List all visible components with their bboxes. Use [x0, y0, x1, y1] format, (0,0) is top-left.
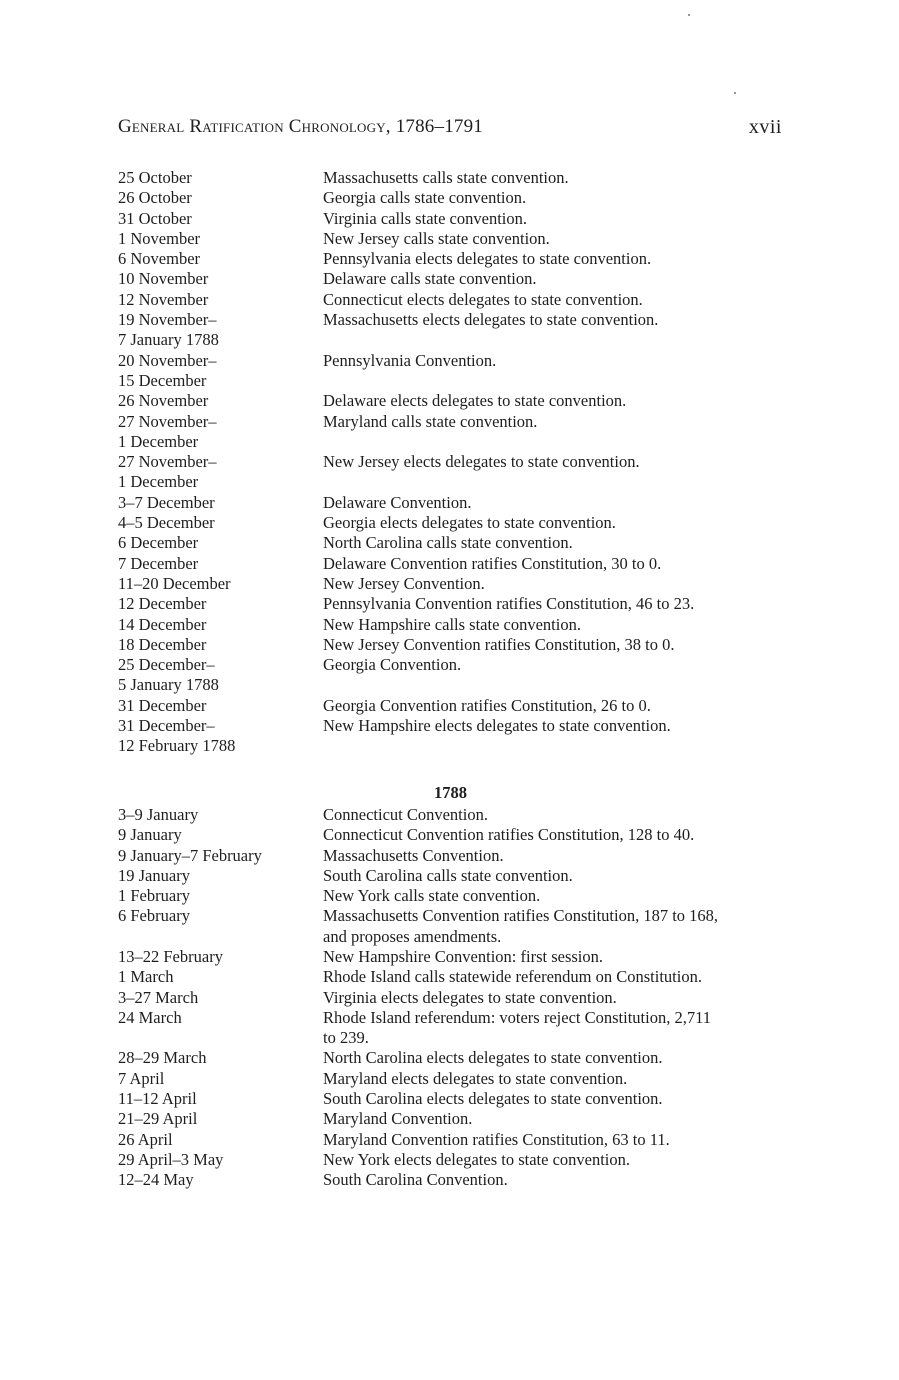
entry-date: 9 January–7 February: [118, 845, 262, 865]
entry-date: 3–9 January: [118, 804, 199, 824]
entry-date: 28–29 March: [118, 1048, 207, 1068]
chronology-entry: [118, 351, 798, 392]
chronology-entry: [118, 696, 798, 716]
chronology-entry: [118, 493, 798, 513]
chronology-entry: [118, 229, 798, 249]
chronology-entry: [118, 1008, 798, 1049]
chronology-entry: [118, 513, 798, 533]
entry-event: Massachusetts calls state convention.: [323, 168, 569, 187]
entry-date: 26 November: [118, 391, 209, 411]
chronology-entry: [118, 825, 798, 845]
entry-event: South Carolina elects delegates to state convention.: [323, 1089, 663, 1109]
entry-date: 13–22 February: [118, 946, 223, 966]
entry-event: New Jersey Convention ratifies Constitution, 38 to 0.: [323, 634, 675, 654]
entry-event: Rhode Island referendum: voters reject Constitution, 2,711 to 239.: [323, 1007, 711, 1048]
entry-event: Maryland Convention.: [323, 1109, 473, 1129]
chronology-entry: [118, 1089, 798, 1109]
entry-event: Georgia elects delegates to state convention.: [323, 513, 616, 533]
entry-event: Massachusetts elects delegates to state convention.: [323, 310, 659, 330]
entry-event: New Jersey elects delegates to state convention.: [323, 452, 640, 472]
entry-event: Delaware Convention.: [323, 492, 472, 512]
entry-date: 6 December: [118, 533, 199, 553]
entry-date: 12–24 May: [118, 1170, 194, 1190]
entry-date: 29 April–3 May: [118, 1149, 224, 1169]
chronology-list: [118, 168, 798, 1191]
chronology-entry: [118, 805, 798, 825]
entry-date: 3–7 December: [118, 492, 215, 512]
entry-event: Delaware calls state convention.: [323, 269, 537, 289]
entry-date: 31 October: [118, 208, 192, 228]
chronology-entry: [118, 655, 798, 696]
chronology-entry: [118, 846, 798, 866]
entry-event: Delaware Convention ratifies Constitution, 30 to 0.: [323, 553, 662, 573]
chronology-entry: [118, 168, 798, 188]
entry-event: Massachusetts Convention.: [323, 845, 504, 865]
entries-1787: [118, 168, 798, 757]
entry-event: New Jersey calls state convention.: [323, 228, 550, 248]
chronology-entry: [118, 1069, 798, 1089]
entry-event: Georgia Convention.: [323, 655, 462, 675]
entry-date: 26 April: [118, 1129, 173, 1149]
entry-event: North Carolina elects delegates to state convention.: [323, 1048, 663, 1068]
entry-date: 27 November– 1 December: [118, 411, 217, 451]
entry-event: Pennsylvania Convention ratifies Constitution, 46 to 23.: [323, 594, 695, 614]
chronology-entry: [118, 533, 798, 553]
entry-event: Maryland Convention ratifies Constitution, 63 to 11.: [323, 1129, 670, 1149]
entry-date: 19 November– 7 January 1788: [118, 310, 219, 350]
entry-date: 9 January: [118, 825, 182, 845]
chronology-entry: [118, 967, 798, 987]
chronology-entry: [118, 209, 798, 229]
entry-event: Maryland calls state convention.: [323, 411, 538, 431]
entry-event: New Hampshire Convention: first session.: [323, 946, 604, 966]
entry-date: 6 February: [118, 906, 190, 926]
chronology-entry: [118, 310, 798, 351]
entry-event: New Jersey Convention.: [323, 573, 485, 593]
chronology-entry: [118, 269, 798, 289]
entry-date: 6 November: [118, 249, 201, 269]
entry-date: 7 April: [118, 1068, 165, 1088]
print-speck: [688, 14, 690, 16]
chronology-entry: [118, 906, 798, 947]
running-title: General Ratification Chronology, 1786–1791: [118, 116, 484, 137]
entry-date: 10 November: [118, 269, 209, 289]
entry-date: 27 November– 1 December: [118, 452, 217, 492]
year-section-1788: [118, 783, 798, 1191]
entry-date: 11–12 April: [118, 1089, 197, 1109]
chronology-entry: [118, 452, 798, 493]
chronology-entry: [118, 1130, 798, 1150]
entry-date: 14 December: [118, 614, 207, 634]
chronology-entry: [118, 574, 798, 594]
entry-date: 19 January: [118, 865, 190, 885]
chronology-entry: [118, 1170, 798, 1190]
chronology-entry: [118, 1109, 798, 1129]
chronology-entry: [118, 1048, 798, 1068]
entry-event: South Carolina calls state convention.: [323, 865, 573, 885]
entry-event: Connecticut Convention ratifies Constitution, 128 to 40.: [323, 825, 695, 845]
entry-event: Georgia Convention ratifies Constitution, 26 to 0.: [323, 695, 651, 715]
chronology-entry: [118, 391, 798, 411]
year-heading: 1788: [434, 782, 467, 802]
entry-date: 25 December– 5 January 1788: [118, 655, 219, 695]
chronology-entry: [118, 249, 798, 269]
chronology-entry: [118, 988, 798, 1008]
running-head: [118, 116, 782, 146]
entry-date: 1 March: [118, 967, 174, 987]
print-speck: [734, 92, 736, 94]
entry-event: Connecticut elects delegates to state convention.: [323, 289, 643, 309]
entry-event: Connecticut Convention.: [323, 804, 488, 824]
entry-event: Delaware elects delegates to state convention.: [323, 391, 627, 411]
entry-date: 7 December: [118, 553, 199, 573]
entry-event: South Carolina Convention.: [323, 1170, 508, 1190]
entry-event: Pennsylvania elects delegates to state convention.: [323, 249, 652, 269]
chronology-entry: [118, 635, 798, 655]
chronology-entry: [118, 886, 798, 906]
entry-date: 12 November: [118, 289, 209, 309]
entry-date: 3–27 March: [118, 987, 199, 1007]
entry-date: 31 December– 12 February 1788: [118, 716, 236, 756]
entry-event: New York elects delegates to state convention.: [323, 1149, 631, 1169]
entry-date: 21–29 April: [118, 1109, 198, 1129]
entry-date: 26 October: [118, 188, 192, 208]
chronology-entry: [118, 947, 798, 967]
entry-date: 12 December: [118, 594, 207, 614]
chronology-entry: [118, 866, 798, 886]
entry-event: North Carolina calls state convention.: [323, 533, 573, 553]
chronology-entry: [118, 594, 798, 614]
chronology-entry: [118, 554, 798, 574]
entry-date: 24 March: [118, 1007, 182, 1027]
entry-event: Virginia calls state convention.: [323, 208, 527, 228]
entry-date: 20 November– 15 December: [118, 350, 217, 390]
page-number: xvii: [748, 116, 782, 138]
entry-date: 31 December: [118, 695, 207, 715]
chronology-entry: [118, 412, 798, 453]
chronology-entry: [118, 188, 798, 208]
entry-date: 4–5 December: [118, 513, 215, 533]
entry-date: 1 February: [118, 886, 190, 906]
entry-event: Pennsylvania Convention.: [323, 350, 497, 370]
entry-event: New Hampshire elects delegates to state convention.: [323, 716, 671, 736]
chronology-entry: [118, 615, 798, 635]
entry-date: 11–20 December: [118, 573, 231, 593]
entry-date: 1 November: [118, 228, 201, 248]
entries-1788: [118, 805, 798, 1191]
entry-event: Georgia calls state convention.: [323, 188, 527, 208]
entry-event: Massachusetts Convention ratifies Constitution, 187 to 168, and proposes amendments.: [323, 906, 719, 946]
entry-event: Maryland elects delegates to state convention.: [323, 1068, 628, 1088]
chronology-entry: [118, 1150, 798, 1170]
entry-event: New Hampshire calls state convention.: [323, 614, 581, 634]
entry-date: 18 December: [118, 634, 207, 654]
entry-date: 25 October: [118, 168, 192, 187]
entry-event: New York calls state convention.: [323, 886, 541, 906]
entry-event: Rhode Island calls statewide referendum on Constitution.: [323, 967, 702, 987]
entry-event: Virginia elects delegates to state convention.: [323, 987, 617, 1007]
chronology-entry: [118, 716, 798, 757]
chronology-entry: [118, 290, 798, 310]
